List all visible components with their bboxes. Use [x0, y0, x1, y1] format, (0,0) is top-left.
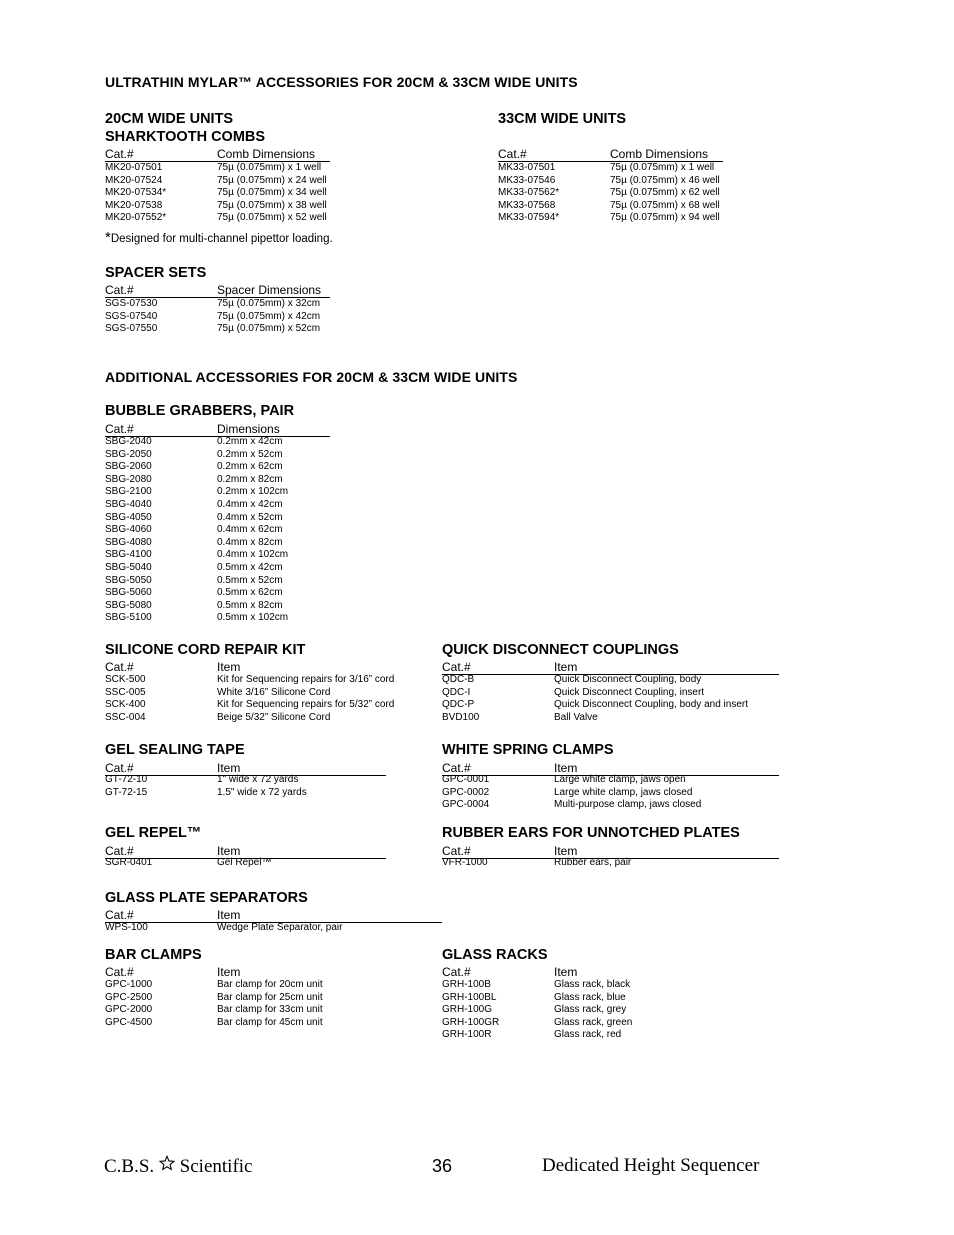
- item-description: Gel Repel™: [217, 857, 272, 868]
- cat-number: QDC-B: [442, 674, 475, 685]
- item-description: 75µ (0.075mm) x 52 well: [217, 212, 327, 224]
- cat-number: GRH-100GR: [442, 1016, 500, 1028]
- item-description: Rubber ears, pair: [554, 857, 632, 868]
- cat-number: SGS-07550: [105, 323, 158, 335]
- section-heading-bar-clamps: BAR CLAMPS: [105, 947, 202, 963]
- section-heading-20cm: 20CM WIDE UNITS: [105, 111, 234, 127]
- star-outline-icon: [159, 1155, 175, 1171]
- table-gel-sealing-tape: [105, 761, 390, 798]
- item-description: 0.2mm x 82cm: [217, 473, 283, 485]
- column-header-cat: Cat.#: [105, 283, 134, 297]
- section-heading-glass-racks: GLASS RACKS: [442, 947, 548, 963]
- column-header-item: Item: [554, 844, 578, 858]
- cat-number: MK20-07538: [105, 199, 163, 211]
- item-description: 75µ (0.075mm) x 34 well: [217, 187, 327, 199]
- table-header: [442, 660, 782, 674]
- cat-number: SBG-4100: [105, 549, 152, 561]
- cat-number: GRH-100B: [442, 979, 491, 990]
- cat-number: BVD100: [442, 711, 480, 723]
- column-header-item: Item: [554, 761, 578, 775]
- item-description: Bar clamp for 45cm unit: [217, 1016, 323, 1028]
- table-header: [442, 965, 782, 979]
- item-description: 75µ (0.075mm) x 32cm: [217, 298, 321, 309]
- section-heading-gel-repel: GEL REPEL™: [105, 825, 202, 841]
- item-description: Quick Disconnect Coupling, body and insert: [554, 699, 748, 711]
- column-header-cat: Cat.#: [105, 422, 134, 436]
- item-description: Bar clamp for 20cm unit: [217, 979, 323, 990]
- item-description: 0.5mm x 102cm: [217, 612, 289, 624]
- cat-number: SBG-5050: [105, 574, 152, 586]
- table-header: [498, 147, 728, 161]
- column-header-cat: Cat.#: [105, 761, 134, 775]
- cat-number: QDC-I: [442, 686, 471, 698]
- cat-number: SBG-5080: [105, 599, 152, 611]
- item-description: Large white clamp, jaws open: [554, 774, 686, 785]
- cat-number: GPC-2500: [105, 991, 153, 1003]
- column-header-dimensions: Comb Dimensions: [610, 147, 709, 161]
- cat-number: MK20-07552*: [105, 212, 167, 224]
- item-description: 75µ (0.075mm) x 42cm: [217, 310, 321, 322]
- column-header-cat: Cat.#: [105, 147, 134, 161]
- cat-number: GPC-0002: [442, 786, 490, 798]
- cat-number: MK33-07568: [498, 199, 556, 211]
- table-glass-racks: [442, 965, 782, 1041]
- cat-number: SGS-07530: [105, 298, 158, 309]
- item-description: 1" wide x 72 yards: [217, 774, 299, 785]
- item-description: Large white clamp, jaws closed: [554, 786, 693, 798]
- item-description: Multi-purpose clamp, jaws closed: [554, 799, 702, 811]
- footer-company: [104, 1155, 252, 1178]
- column-header-item: Item: [217, 908, 241, 922]
- cat-number: SGR-0401: [105, 857, 153, 868]
- column-header-cat: Cat.#: [442, 660, 471, 674]
- item-description: 75µ (0.075mm) x 24 well: [217, 174, 327, 186]
- cat-number: SBG-5040: [105, 561, 152, 573]
- table-quick-disconnect: [442, 660, 782, 723]
- footnote-marker: *: [105, 229, 111, 246]
- table-header: [105, 844, 390, 858]
- cat-number: GT-72-10: [105, 774, 148, 785]
- table-silicone-cord: [105, 660, 425, 723]
- table-white-spring-clamps: [442, 761, 782, 811]
- cat-number: GPC-0001: [442, 774, 490, 785]
- section-heading-rubber-ears: RUBBER EARS FOR UNNOTCHED PLATES: [442, 825, 740, 841]
- item-description: Kit for Sequencing repairs for 3/16” cord: [217, 674, 395, 685]
- item-description: 0.4mm x 52cm: [217, 511, 283, 523]
- table-combs-20cm: [105, 147, 335, 224]
- cat-number: SBG-2100: [105, 486, 152, 498]
- column-header-dimensions: Spacer Dimensions: [217, 283, 322, 297]
- footnote-text: Designed for multi-channel pipettor loading.: [110, 233, 333, 245]
- section-heading-bubble-grabbers: BUBBLE GRABBERS, PAIR: [105, 403, 295, 419]
- item-description: 0.4mm x 82cm: [217, 536, 283, 548]
- cat-number: SBG-5100: [105, 612, 152, 624]
- section-heading-glass-plate-separators: GLASS PLATE SEPARATORS: [105, 890, 308, 906]
- company-name-right: Scientific: [179, 1156, 253, 1177]
- table-header: [442, 761, 782, 775]
- table-rubber-ears: [442, 844, 782, 868]
- column-header-dimensions: Comb Dimensions: [217, 147, 316, 161]
- table-header: [105, 965, 405, 979]
- cat-number: GPC-2000: [105, 1004, 153, 1016]
- item-description: Quick Disconnect Coupling, body: [554, 674, 702, 685]
- cat-number: MK20-07524: [105, 174, 163, 186]
- item-description: 75µ (0.075mm) x 62 well: [610, 187, 720, 199]
- item-description: 0.2mm x 102cm: [217, 486, 289, 498]
- page-title: ULTRATHIN MYLAR™ ACCESSORIES FOR 20CM & 33CM WIDE UNITS: [105, 74, 578, 90]
- cat-number: WPS-100: [105, 922, 148, 933]
- item-description: 75µ (0.075mm) x 1 well: [217, 162, 322, 173]
- cat-number: SBG-4080: [105, 536, 152, 548]
- cat-number: SBG-2040: [105, 436, 152, 447]
- section-heading-spacer-sets: SPACER SETS: [105, 265, 207, 281]
- item-description: 0.4mm x 42cm: [217, 498, 283, 510]
- item-description: Glass rack, red: [554, 1029, 622, 1041]
- cat-number: GPC-0004: [442, 799, 490, 811]
- column-header-item: Item: [217, 965, 241, 979]
- item-description: 75µ (0.075mm) x 94 well: [610, 212, 720, 224]
- column-header-cat: Cat.#: [105, 660, 134, 674]
- cat-number: SBG-4040: [105, 498, 152, 510]
- cat-number: QDC-P: [442, 699, 475, 711]
- cat-number: MK33-07562*: [498, 187, 560, 199]
- cat-number: GRH-100R: [442, 1029, 492, 1041]
- cat-number: GRH-100G: [442, 1004, 493, 1016]
- footer-product-name: Dedicated Height Sequencer: [542, 1155, 760, 1176]
- item-description: 75µ (0.075mm) x 38 well: [217, 199, 327, 211]
- column-header-item: Item: [554, 660, 578, 674]
- column-header-item: Item: [217, 844, 241, 858]
- additional-title: ADDITIONAL ACCESSORIES FOR 20CM & 33CM WIDE UNITS: [105, 369, 518, 385]
- item-description: 0.5mm x 42cm: [217, 561, 283, 573]
- cat-number: MK33-07501: [498, 162, 556, 173]
- item-description: Beige 5/32” Silicone Cord: [217, 711, 331, 723]
- column-header-cat: Cat.#: [442, 965, 471, 979]
- cat-number: MK20-07501: [105, 162, 163, 173]
- table-header: [105, 761, 390, 775]
- table-glass-plate-separators: [105, 908, 445, 933]
- item-description: 75µ (0.075mm) x 1 well: [610, 162, 715, 173]
- cat-number: SBG-2060: [105, 461, 152, 473]
- cat-number: SGS-07540: [105, 310, 158, 322]
- section-heading-quick-disconnect: QUICK DISCONNECT COUPLINGS: [442, 642, 679, 658]
- item-description: Glass rack, green: [554, 1016, 633, 1028]
- column-header-cat: Cat.#: [105, 965, 134, 979]
- table-bar-clamps: [105, 965, 405, 1028]
- column-header-item: Item: [217, 761, 241, 775]
- cat-number: VFR-1000: [442, 857, 488, 868]
- column-header-dimensions: Dimensions: [217, 422, 280, 436]
- cat-number: SBG-5060: [105, 587, 152, 599]
- table-bubble-grabbers: [105, 422, 335, 624]
- cat-number: MK20-07534*: [105, 187, 167, 199]
- cat-number: GT-72-15: [105, 786, 148, 798]
- column-header-cat: Cat.#: [498, 147, 527, 161]
- item-description: Bar clamp for 33cm unit: [217, 1004, 323, 1016]
- page-number: 36: [432, 1156, 453, 1176]
- item-description: 1.5" wide x 72 yards: [217, 786, 307, 798]
- table-header: [105, 283, 335, 297]
- item-description: 0.2mm x 62cm: [217, 461, 283, 473]
- cat-number: MK33-07546: [498, 174, 556, 186]
- item-description: Glass rack, black: [554, 979, 631, 990]
- cat-number: GRH-100BL: [442, 991, 497, 1003]
- item-description: Quick Disconnect Coupling, insert: [554, 686, 705, 698]
- item-description: Kit for Sequencing repairs for 5/32” cord: [217, 699, 395, 711]
- item-description: Glass rack, blue: [554, 991, 626, 1003]
- table-header: [105, 908, 445, 922]
- item-description: 0.4mm x 62cm: [217, 524, 283, 536]
- cat-number: SBG-2050: [105, 448, 152, 460]
- column-header-cat: Cat.#: [105, 844, 134, 858]
- item-description: 0.5mm x 62cm: [217, 587, 283, 599]
- item-description: 75µ (0.075mm) x 52cm: [217, 323, 321, 335]
- section-heading-white-spring-clamps: WHITE SPRING CLAMPS: [442, 742, 614, 758]
- table-spacer-sets: [105, 283, 335, 335]
- table-gel-repel: [105, 844, 390, 868]
- column-header-item: Item: [217, 660, 241, 674]
- cat-number: SBG-4050: [105, 511, 152, 523]
- item-description: 0.2mm x 42cm: [217, 436, 283, 447]
- section-heading-silicone-cord: SILICONE CORD REPAIR KIT: [105, 642, 306, 658]
- section-heading-gel-sealing-tape: GEL SEALING TAPE: [105, 742, 245, 758]
- cat-number: SBG-2080: [105, 473, 152, 485]
- company-name-left: C.B.S.: [104, 1156, 155, 1177]
- column-header-cat: Cat.#: [442, 844, 471, 858]
- table-header: [105, 147, 335, 161]
- item-description: Glass rack, grey: [554, 1004, 627, 1016]
- cat-number: GPC-1000: [105, 979, 153, 990]
- column-header-cat: Cat.#: [442, 761, 471, 775]
- cat-number: SCK-400: [105, 699, 146, 711]
- item-description: 0.5mm x 52cm: [217, 574, 283, 586]
- item-description: 75µ (0.075mm) x 68 well: [610, 199, 720, 211]
- item-description: White 3/16” Silicone Cord: [217, 686, 331, 698]
- table-combs-33cm: [498, 147, 728, 224]
- column-header-item: Item: [554, 965, 578, 979]
- cat-number: GPC-4500: [105, 1016, 153, 1028]
- item-description: 75µ (0.075mm) x 46 well: [610, 174, 720, 186]
- cat-number: SBG-4060: [105, 524, 152, 536]
- item-description: 0.4mm x 102cm: [217, 549, 289, 561]
- item-description: Bar clamp for 25cm unit: [217, 991, 323, 1003]
- item-description: Ball Valve: [554, 711, 598, 723]
- cat-number: SSC-004: [105, 711, 146, 723]
- table-header: [105, 660, 425, 674]
- cat-number: SCK-500: [105, 674, 146, 685]
- section-heading-33cm: 33CM WIDE UNITS: [498, 111, 627, 127]
- item-description: 0.2mm x 52cm: [217, 448, 283, 460]
- cat-number: MK33-07594*: [498, 212, 560, 224]
- column-header-cat: Cat.#: [105, 908, 134, 922]
- table-header: [442, 844, 782, 858]
- footnote: [105, 229, 333, 246]
- item-description: 0.5mm x 82cm: [217, 599, 283, 611]
- section-heading-sharktooth-combs: SHARKTOOTH COMBS: [105, 129, 266, 145]
- table-header: [105, 422, 335, 436]
- cat-number: SSC-005: [105, 686, 146, 698]
- item-description: Wedge Plate Separator, pair: [217, 922, 343, 933]
